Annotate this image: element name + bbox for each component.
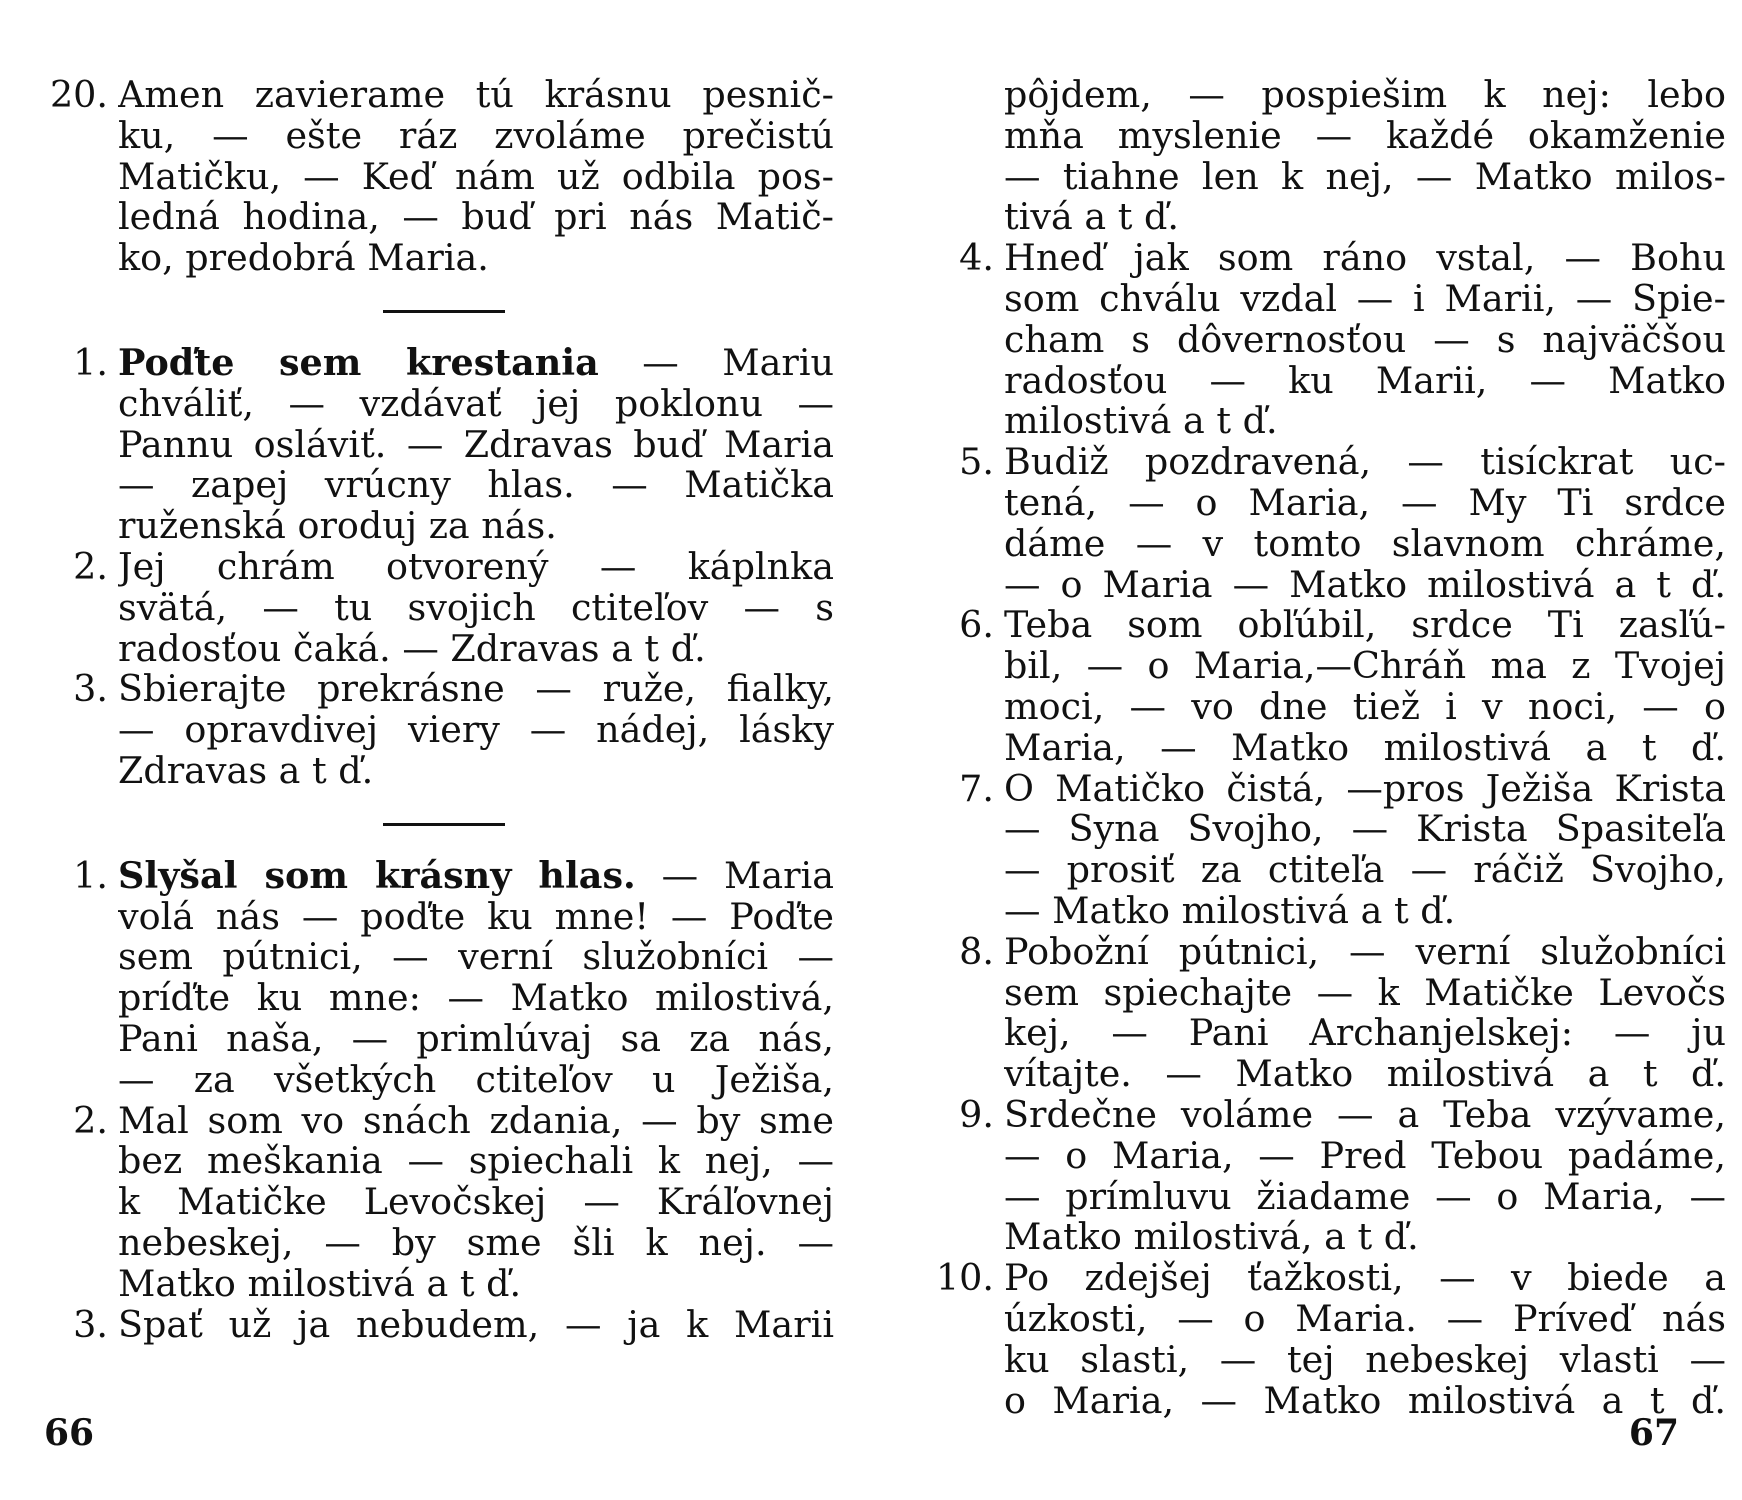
verse-line: príďte ku mne: — Matko milostivá, <box>118 978 834 1019</box>
verse-10 <box>924 1258 1726 1421</box>
song3-verse-3 <box>46 1302 834 1346</box>
verse-line: Spať už ja nebudem, — ja k Marii <box>118 1304 834 1346</box>
verse-line: Matičku, — Keď nám už odbila pos- <box>118 156 834 198</box>
verse-line: Pannu osláviť. — Zdravas buď Maria <box>118 424 834 466</box>
verse-line: ruženská oroduj za nás. <box>118 506 557 547</box>
verse-line: o Maria, — Matko milostivá a t ď. <box>1004 1380 1726 1422</box>
verse-line: Budiž pozdravená, — tisíckrat uc- <box>1004 442 1726 483</box>
song-heading: Slyšal som krásny hlas. <box>118 855 636 897</box>
song-heading: Poďte sem krestania <box>118 342 599 384</box>
verse-line: Slyšal som krásny hlas. — Maria <box>118 855 834 897</box>
verse-number: 7. <box>959 766 994 810</box>
verse-line: úzkosti, — o Maria. — Príveď nás <box>1004 1298 1726 1340</box>
verse-line: Matko milostivá, a t ď. <box>1004 1217 1419 1259</box>
verse-line: bez meškania — spiechali k nej, — <box>118 1141 834 1183</box>
verse-line: — za všetkých ctiteľov u Ježiša, <box>118 1059 834 1101</box>
page-number-left: 66 <box>44 1412 95 1454</box>
verse-line: Hneď jak som ráno vstal, — Bohu <box>1004 238 1726 279</box>
verse-line: — tiahne len k nej, — Matko milos- <box>1004 156 1726 198</box>
verse-9 <box>924 1092 1726 1259</box>
verse-7 <box>924 766 1726 932</box>
verse-line: Po zdejšej ťažkosti, — v biede a <box>1004 1258 1726 1299</box>
right-page <box>871 0 1742 1500</box>
verse-line: ledná hodina, — buď pri nás Matič- <box>118 197 834 239</box>
verse-number: 3. <box>73 1302 108 1346</box>
verse-line: Srdečne voláme — a Teba vzývame, <box>1004 1094 1726 1136</box>
verse-line: vítajte. — Matko milostivá a t ď. <box>1004 1054 1726 1095</box>
verse-line: — Syna Svojho, — Krista Spasiteľa <box>1004 809 1726 851</box>
verse-line: mňa myslenie — každé okamženie <box>1004 115 1726 157</box>
verse-line: Zdravas a t ď. <box>118 750 374 792</box>
verse-line: pôjdem, — pospiešim k nej: lebo <box>1004 75 1726 116</box>
verse-line: — o Maria — Matko milostivá a t ď. <box>1004 564 1726 606</box>
song3-verse-2 <box>46 1098 834 1305</box>
verse-line: bil, — o Maria,—Chráň ma z Tvojej <box>1004 646 1726 687</box>
verse-line: volá nás — poďte ku mne! — Poďte <box>118 896 834 938</box>
verse-number: 5. <box>959 440 994 484</box>
verse-20 <box>46 75 834 279</box>
verse-line: ko, predobrá Maria. <box>118 238 489 279</box>
verse-line: — o Maria, — Pred Tebou padáme, <box>1004 1135 1726 1177</box>
verse-line: moci, — vo dne tiež i v noci, — o <box>1004 686 1726 728</box>
verse-line: sem pútnici, — verní služobníci — <box>118 937 834 979</box>
verse-line: Sbierajte prekrásne — ruže, fialky, <box>118 669 834 711</box>
verse-line: kej, — Pani Archanjelskej: — ju <box>1004 1013 1726 1055</box>
song2-verse-1 <box>46 340 834 547</box>
verse-line: tená, — o Maria, — My Ti srdce <box>1004 482 1726 524</box>
verse-5 <box>924 442 1726 605</box>
verse-line: Pani naša, — primlúvaj sa za nás, <box>118 1018 834 1060</box>
song2-verse-2 <box>46 544 834 670</box>
verse-number: 10. <box>935 1256 994 1300</box>
verse-number: 20. <box>49 73 108 116</box>
song2-verse-3 <box>46 669 834 791</box>
verse-6 <box>924 605 1726 768</box>
verse-line: Poďte sem krestania — Mariu <box>118 342 834 384</box>
verse-8 <box>924 929 1726 1095</box>
verse-line: Teba som obľúbil, srdce Ti zasľú- <box>1004 605 1726 647</box>
verse-line: Matko milostivá a t ď. <box>118 1263 522 1305</box>
verse-number: 9. <box>959 1092 994 1136</box>
verse-number: 8. <box>959 929 994 973</box>
verse-line: svätá, — tu svojich ctiteľov — s <box>118 587 834 629</box>
verse-line: ku slasti, — tej nebeskej vlasti — <box>1004 1339 1726 1381</box>
verse-line: Amen zavierame tú krásnu pesnič- <box>118 75 834 116</box>
verse-3-continuation <box>1004 75 1726 238</box>
verse-number: 2. <box>73 544 108 588</box>
verse-line: tivá a t ď. <box>1004 197 1179 239</box>
verse-line: chváliť, — vzdávať jej poklonu — <box>118 383 834 425</box>
section-divider <box>383 310 505 313</box>
verse-number: 3. <box>73 667 108 711</box>
verse-4 <box>924 238 1726 442</box>
verse-line: Pobožní pútnici, — verní služobníci <box>1004 931 1726 973</box>
section-divider <box>383 823 505 826</box>
verse-line: nebeskej, — by sme šli k nej. — <box>118 1222 834 1264</box>
verse-line: radosťou — ku Marii, — Matko <box>1004 360 1726 402</box>
verse-line: — zapej vrúcny hlas. — Matička <box>118 465 834 507</box>
page-number-right: 67 <box>1628 1412 1679 1454</box>
verse-number: 6. <box>959 603 994 647</box>
verse-number: 1. <box>73 340 108 384</box>
right-text-column <box>924 75 1726 1421</box>
verse-number: 2. <box>73 1098 108 1142</box>
song3-verse-1 <box>46 853 834 1101</box>
verse-line: — prímluvu žiadame — o Maria, — <box>1004 1176 1726 1218</box>
left-text-column <box>46 75 834 1345</box>
verse-line: — prosiť za ctiteľa — ráčiž Svojho, <box>1004 850 1726 891</box>
verse-line: milostivá a t ď. <box>1004 401 1278 443</box>
verse-line: sem spiechajte — k Matičke Levočs <box>1004 972 1726 1014</box>
verse-line: som chválu vzdal — i Marii, — Spie- <box>1004 278 1726 320</box>
verse-line: Maria, — Matko milostivá a t ď. <box>1004 727 1726 769</box>
verse-line: Mal som vo snách zdania, — by sme <box>118 1100 834 1142</box>
verse-line: radosťou čaká. — Zdravas a t ď. <box>118 628 706 670</box>
verse-line: Jej chrám otvorený — káplnka <box>118 546 834 588</box>
verse-number: 4. <box>959 236 994 280</box>
verse-line: k Matičke Levočskej — Kráľovnej <box>118 1182 834 1223</box>
verse-line: dáme — v tomto slavnom chráme, <box>1004 523 1726 565</box>
verse-line: cham s dôvernosťou — s najväčšou <box>1004 319 1726 361</box>
verse-line: O Matičko čistá, —pros Ježiša Krista <box>1004 768 1726 810</box>
verse-line: ku, — ešte ráz zvoláme prečistú <box>118 115 834 157</box>
verse-line: — opravdivej viery — nádej, lásky <box>118 710 834 751</box>
verse-line: — Matko milostivá a t ď. <box>1004 890 1456 932</box>
verse-number: 1. <box>73 853 108 897</box>
